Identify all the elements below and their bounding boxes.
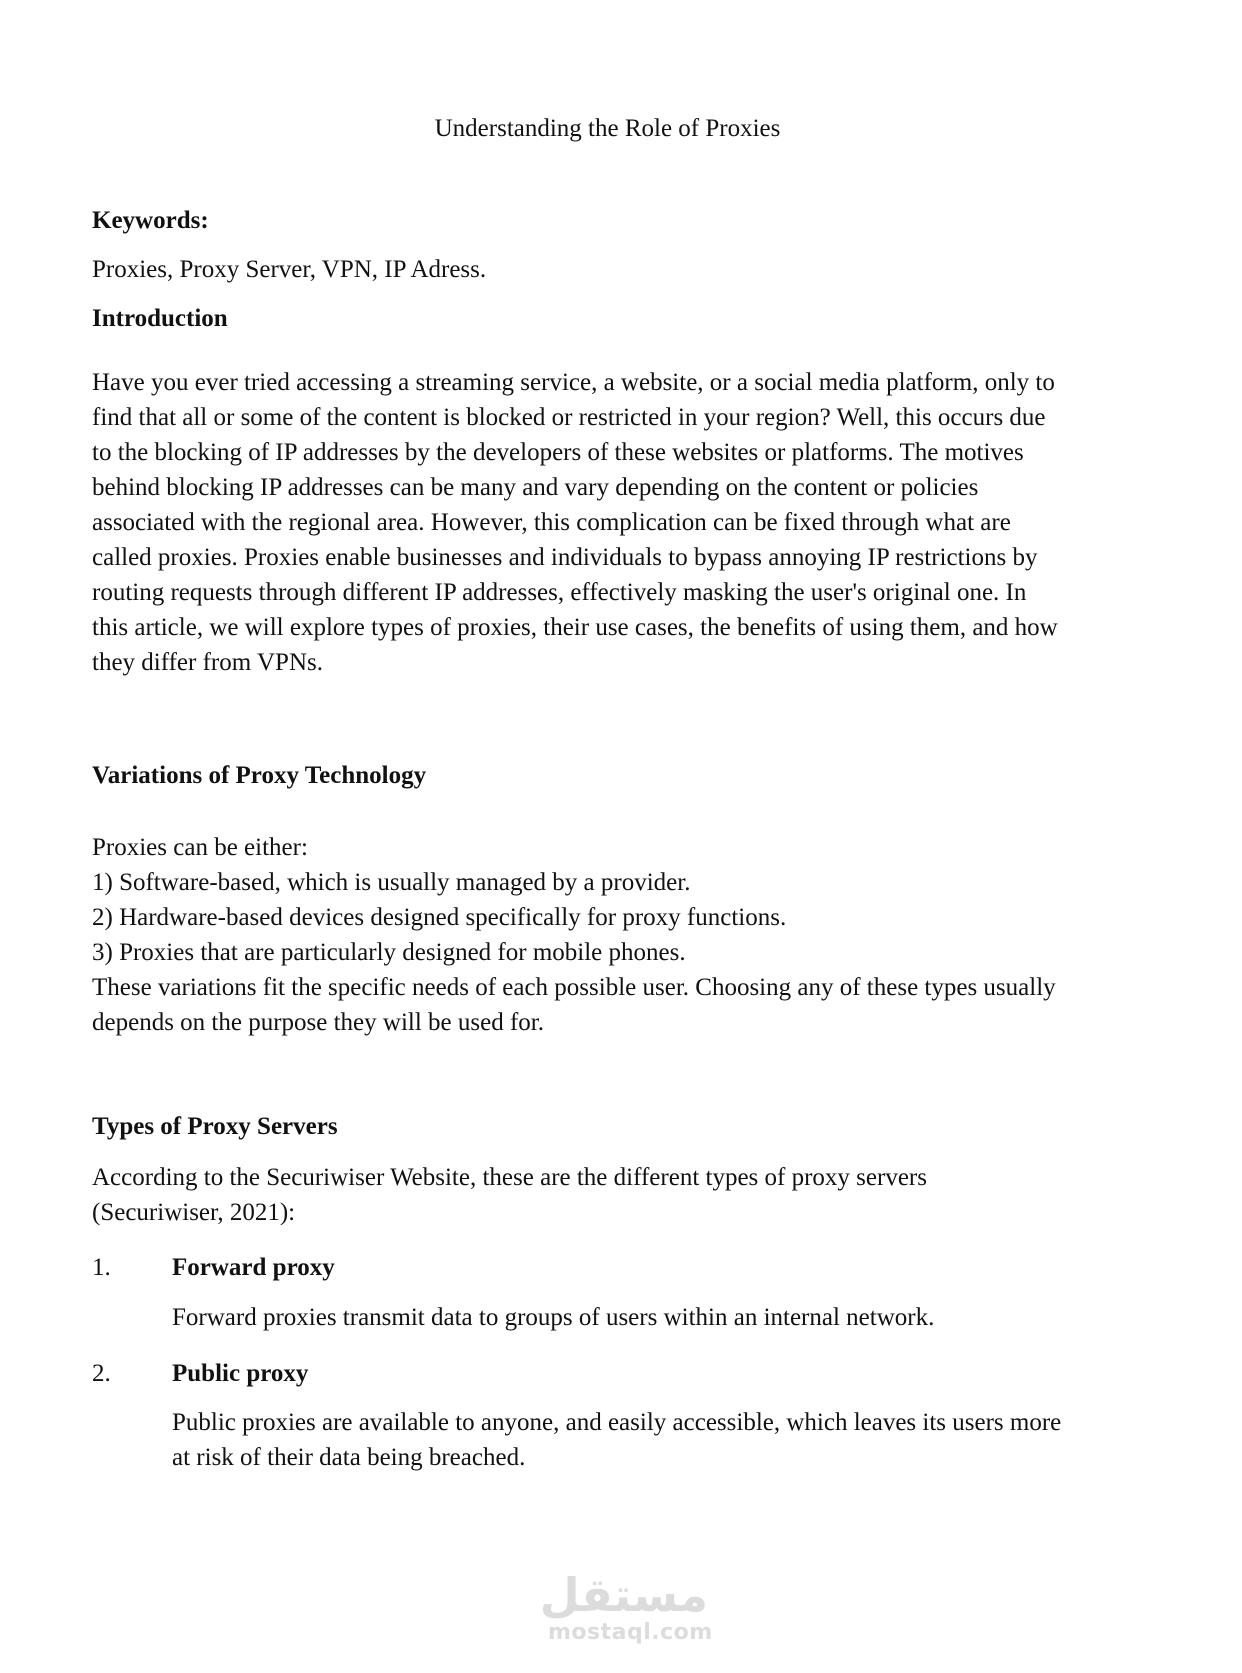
watermark-url: mostaql.com: [548, 1620, 713, 1645]
mostaql-watermark: [539, 1568, 713, 1646]
variations-line: 3) Proxies that are particularly designed for mobile phones.: [92, 939, 686, 966]
intro-line: this article, we will explore types of proxies, their use cases, the benefits of using them, and how: [92, 614, 1058, 641]
variations-paragraph: [92, 830, 1132, 1040]
type-item-title: Forward proxy: [172, 1254, 335, 1281]
introduction-heading: Introduction: [92, 305, 228, 332]
intro-line: Have you ever tried accessing a streaming service, a website, or a social media platform, only to: [92, 369, 1055, 396]
variations-line: These variations fit the specific needs of each possible user. Choosing any of these types usually: [92, 974, 1056, 1001]
type-item-forward-proxy: [92, 1254, 335, 1282]
type-item-public-proxy: [92, 1360, 308, 1388]
intro-line: they differ from VPNs.: [92, 649, 323, 676]
variations-heading: Variations of Proxy Technology: [92, 762, 427, 789]
types-intro-line: According to the Securiwiser Website, these are the different types of proxy servers: [92, 1164, 927, 1191]
keywords-heading: Keywords:: [92, 207, 209, 234]
type-desc-line: at risk of their data being breached.: [172, 1444, 526, 1471]
intro-line: find that all or some of the content is blocked or restricted in your region? Well, this occurs due: [92, 404, 1046, 431]
type-item-number: 2.: [92, 1360, 111, 1387]
types-intro-paragraph: [92, 1160, 1132, 1230]
type-desc-line: Public proxies are available to anyone, and easily accessible, which leaves its users more: [172, 1409, 1062, 1436]
types-intro-line: (Securiwiser, 2021):: [92, 1199, 296, 1226]
watermark-logo: مستقل: [539, 1568, 708, 1622]
variations-line: Proxies can be either:: [92, 834, 308, 861]
type-item-description: [172, 1405, 1132, 1475]
type-item-number: 1.: [92, 1254, 111, 1281]
type-desc-line: Forward proxies transmit data to groups of users within an internal network.: [172, 1304, 935, 1331]
introduction-paragraph: [92, 365, 1132, 680]
variations-line: 2) Hardware-based devices designed specifically for proxy functions.: [92, 904, 787, 931]
type-item-description: [172, 1300, 1132, 1335]
document-title: Understanding the Role of Proxies: [434, 115, 781, 142]
intro-line: associated with the regional area. However, this complication can be fixed through what are: [92, 509, 1011, 536]
variations-line: depends on the purpose they will be used for.: [92, 1009, 544, 1036]
intro-line: to the blocking of IP addresses by the developers of these websites or platforms. The motives: [92, 439, 1024, 466]
intro-line: routing requests through different IP addresses, effectively masking the user's original one. In: [92, 579, 1027, 606]
keywords-text: Proxies, Proxy Server, VPN, IP Adress.: [92, 256, 487, 283]
intro-line: behind blocking IP addresses can be many and vary depending on the content or policies: [92, 474, 979, 501]
type-item-title: Public proxy: [172, 1360, 309, 1387]
intro-line: called proxies. Proxies enable businesses and individuals to bypass annoying IP restrictions by: [92, 544, 1038, 571]
types-heading: Types of Proxy Servers: [92, 1113, 338, 1140]
variations-line: 1) Software-based, which is usually managed by a provider.: [92, 869, 691, 896]
